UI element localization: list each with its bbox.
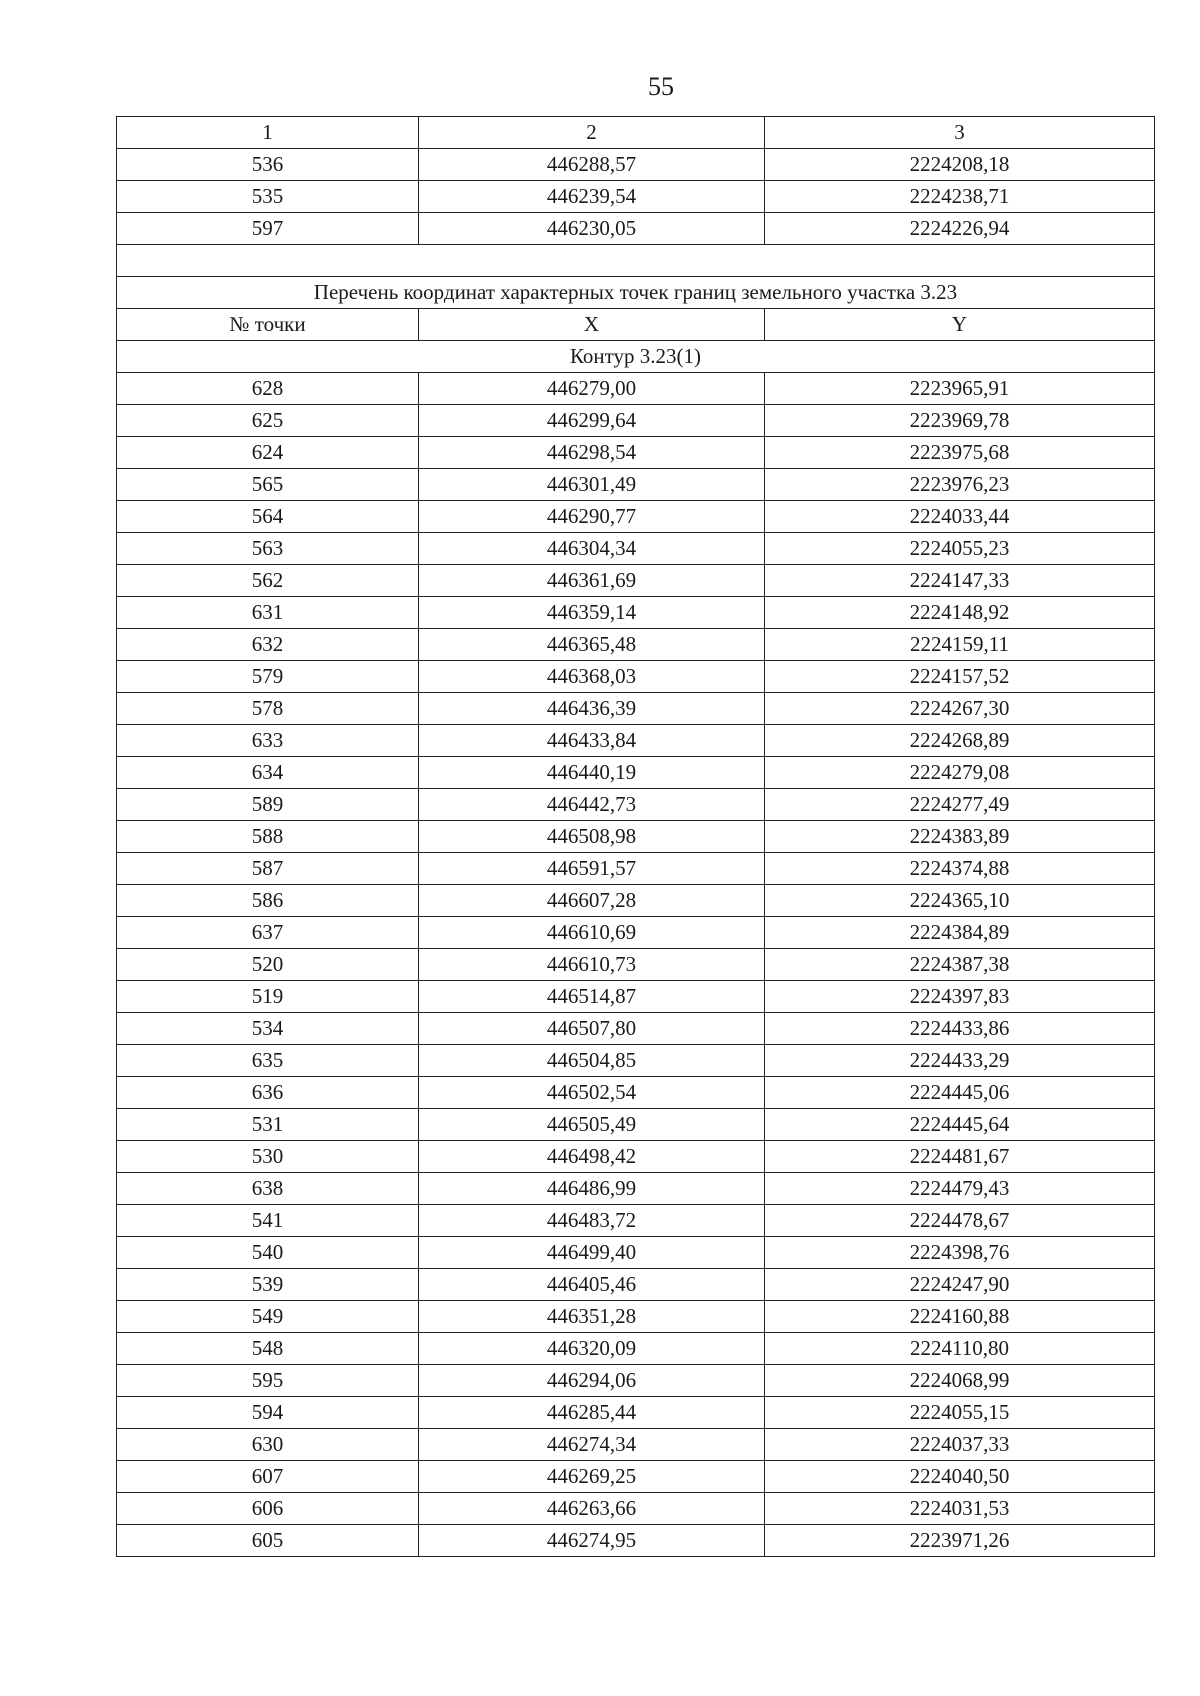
y-coordinate-cell: 2224247,90 <box>765 1269 1155 1301</box>
table-row <box>117 629 1155 661</box>
x-coordinate-cell: 446239,54 <box>419 181 765 213</box>
table-row <box>117 437 1155 469</box>
x-coordinate-cell: 446285,44 <box>419 1397 765 1429</box>
table-row <box>117 789 1155 821</box>
point-number-cell: 635 <box>117 1045 419 1077</box>
y-coordinate-cell: 2224374,88 <box>765 853 1155 885</box>
table-row <box>117 949 1155 981</box>
table-row <box>117 533 1155 565</box>
table-row <box>117 1365 1155 1397</box>
y-coordinate-cell: 2224267,30 <box>765 693 1155 725</box>
table-row <box>117 1333 1155 1365</box>
x-coordinate-cell: 446298,54 <box>419 437 765 469</box>
y-coordinate-cell: 2224068,99 <box>765 1365 1155 1397</box>
point-number-cell: 539 <box>117 1269 419 1301</box>
x-coordinate-cell: 446274,34 <box>419 1429 765 1461</box>
x-coordinate-cell: 446320,09 <box>419 1333 765 1365</box>
y-coordinate-cell: 2224445,64 <box>765 1109 1155 1141</box>
x-coordinate-cell: 446610,69 <box>419 917 765 949</box>
point-number-cell: 531 <box>117 1109 419 1141</box>
point-number-cell: 586 <box>117 885 419 917</box>
y-coordinate-cell: 2224040,50 <box>765 1461 1155 1493</box>
x-coordinate-cell: 446504,85 <box>419 1045 765 1077</box>
table-row <box>117 597 1155 629</box>
column-number-cell: 1 <box>117 117 419 149</box>
x-coordinate-cell: 446498,42 <box>419 1141 765 1173</box>
empty-separator-cell <box>117 245 1155 277</box>
x-coordinate-cell: 446514,87 <box>419 981 765 1013</box>
table-row <box>117 1141 1155 1173</box>
column-number-cell: 3 <box>765 117 1155 149</box>
y-coordinate-cell: 2224157,52 <box>765 661 1155 693</box>
point-number-cell: 540 <box>117 1237 419 1269</box>
y-coordinate-cell: 2224268,89 <box>765 725 1155 757</box>
x-coordinate-cell: 446368,03 <box>419 661 765 693</box>
x-coordinate-cell: 446508,98 <box>419 821 765 853</box>
x-coordinate-cell: 446607,28 <box>419 885 765 917</box>
x-coordinate-cell: 446486,99 <box>419 1173 765 1205</box>
point-number-cell: 624 <box>117 437 419 469</box>
x-coordinate-cell: 446505,49 <box>419 1109 765 1141</box>
table-row <box>117 1525 1155 1557</box>
table-row <box>117 757 1155 789</box>
y-coordinate-cell: 2224383,89 <box>765 821 1155 853</box>
y-coordinate-cell: 2224445,06 <box>765 1077 1155 1109</box>
y-coordinate-cell: 2224033,44 <box>765 501 1155 533</box>
column-number-cell: 2 <box>419 117 765 149</box>
table-row <box>117 405 1155 437</box>
point-number-cell: 588 <box>117 821 419 853</box>
coordinates-table <box>116 116 1155 1557</box>
x-coordinate-cell: 446279,00 <box>419 373 765 405</box>
point-number-cell: 632 <box>117 629 419 661</box>
y-coordinate-cell: 2224365,10 <box>765 885 1155 917</box>
table-row <box>117 1397 1155 1429</box>
y-coordinate-cell: 2224479,43 <box>765 1173 1155 1205</box>
y-coordinate-cell: 2224110,80 <box>765 1333 1155 1365</box>
table-row <box>117 1461 1155 1493</box>
table-row <box>117 1045 1155 1077</box>
x-coordinate-cell: 446351,28 <box>419 1301 765 1333</box>
point-number-cell: 535 <box>117 181 419 213</box>
y-coordinate-cell: 2224384,89 <box>765 917 1155 949</box>
x-coordinate-cell: 446442,73 <box>419 789 765 821</box>
point-number-cell: 520 <box>117 949 419 981</box>
point-number-cell: 564 <box>117 501 419 533</box>
table-row <box>117 1301 1155 1333</box>
table-row <box>117 565 1155 597</box>
table-row <box>117 821 1155 853</box>
table-row <box>117 1269 1155 1301</box>
point-number-cell: 589 <box>117 789 419 821</box>
point-number-cell: 548 <box>117 1333 419 1365</box>
point-number-cell: 519 <box>117 981 419 1013</box>
x-coordinate-cell: 446263,66 <box>419 1493 765 1525</box>
point-number-cell: 563 <box>117 533 419 565</box>
y-coordinate-cell: 2224397,83 <box>765 981 1155 1013</box>
point-number-cell: 636 <box>117 1077 419 1109</box>
y-coordinate-cell: 2224148,92 <box>765 597 1155 629</box>
x-coordinate-cell: 446359,14 <box>419 597 765 629</box>
table-row <box>117 693 1155 725</box>
table-row <box>117 469 1155 501</box>
point-number-cell: 534 <box>117 1013 419 1045</box>
point-number-cell: 530 <box>117 1141 419 1173</box>
y-coordinate-cell: 2224147,33 <box>765 565 1155 597</box>
point-number-cell: 628 <box>117 373 419 405</box>
x-coordinate-cell: 446274,95 <box>419 1525 765 1557</box>
continued-table-row <box>117 213 1155 245</box>
page-number: 55 <box>648 72 674 101</box>
point-number-cell: 587 <box>117 853 419 885</box>
contour-row <box>117 341 1155 373</box>
y-coordinate-cell: 2224055,23 <box>765 533 1155 565</box>
x-coordinate-cell: 446436,39 <box>419 693 765 725</box>
header-row <box>117 309 1155 341</box>
y-coordinate-cell: 2224037,33 <box>765 1429 1155 1461</box>
x-coordinate-cell: 446290,77 <box>419 501 765 533</box>
point-number-cell: 631 <box>117 597 419 629</box>
point-number-cell: 565 <box>117 469 419 501</box>
y-coordinate-cell: 2224159,11 <box>765 629 1155 661</box>
point-number-cell: 605 <box>117 1525 419 1557</box>
table-row <box>117 981 1155 1013</box>
table-row <box>117 1173 1155 1205</box>
point-number-cell: 633 <box>117 725 419 757</box>
y-coordinate-cell: 2224398,76 <box>765 1237 1155 1269</box>
point-number-cell: 536 <box>117 149 419 181</box>
y-coordinate-cell: 2224433,29 <box>765 1045 1155 1077</box>
point-number-cell: 606 <box>117 1493 419 1525</box>
header-x: X <box>419 309 765 341</box>
table-row <box>117 725 1155 757</box>
x-coordinate-cell: 446507,80 <box>419 1013 765 1045</box>
point-number-cell: 637 <box>117 917 419 949</box>
y-coordinate-cell: 2223975,68 <box>765 437 1155 469</box>
point-number-cell: 578 <box>117 693 419 725</box>
point-number-cell: 579 <box>117 661 419 693</box>
x-coordinate-cell: 446499,40 <box>419 1237 765 1269</box>
x-coordinate-cell: 446288,57 <box>419 149 765 181</box>
table-row <box>117 1109 1155 1141</box>
point-number-cell: 625 <box>117 405 419 437</box>
x-coordinate-cell: 446433,84 <box>419 725 765 757</box>
x-coordinate-cell: 446294,06 <box>419 1365 765 1397</box>
section-title-row <box>117 277 1155 309</box>
table-row <box>117 501 1155 533</box>
x-coordinate-cell: 446230,05 <box>419 213 765 245</box>
table-row <box>117 1013 1155 1045</box>
point-number-cell: 549 <box>117 1301 419 1333</box>
y-coordinate-cell: 2224387,38 <box>765 949 1155 981</box>
header-point-number: № точки <box>117 309 419 341</box>
y-coordinate-cell: 2224031,53 <box>765 1493 1155 1525</box>
table-row <box>117 917 1155 949</box>
continued-table-row <box>117 181 1155 213</box>
table-row <box>117 1205 1155 1237</box>
empty-separator-row <box>117 245 1155 277</box>
y-coordinate-cell: 2224433,86 <box>765 1013 1155 1045</box>
x-coordinate-cell: 446502,54 <box>419 1077 765 1109</box>
table-row <box>117 661 1155 693</box>
point-number-cell: 607 <box>117 1461 419 1493</box>
y-coordinate-cell: 2224055,15 <box>765 1397 1155 1429</box>
contour-label: Контур 3.23(1) <box>117 341 1155 373</box>
point-number-cell: 594 <box>117 1397 419 1429</box>
x-coordinate-cell: 446440,19 <box>419 757 765 789</box>
table-row <box>117 1493 1155 1525</box>
y-coordinate-cell: 2224277,49 <box>765 789 1155 821</box>
header-y: Y <box>765 309 1155 341</box>
y-coordinate-cell: 2223971,26 <box>765 1525 1155 1557</box>
point-number-cell: 634 <box>117 757 419 789</box>
point-number-cell: 562 <box>117 565 419 597</box>
table-row <box>117 885 1155 917</box>
x-coordinate-cell: 446304,34 <box>419 533 765 565</box>
table-row <box>117 1429 1155 1461</box>
table-row <box>117 853 1155 885</box>
table-row <box>117 373 1155 405</box>
point-number-cell: 638 <box>117 1173 419 1205</box>
y-coordinate-cell: 2223976,23 <box>765 469 1155 501</box>
point-number-cell: 595 <box>117 1365 419 1397</box>
y-coordinate-cell: 2224279,08 <box>765 757 1155 789</box>
point-number-cell: 597 <box>117 213 419 245</box>
point-number-cell: 630 <box>117 1429 419 1461</box>
x-coordinate-cell: 446301,49 <box>419 469 765 501</box>
coordinates-table-body <box>117 117 1155 1557</box>
y-coordinate-cell: 2223965,91 <box>765 373 1155 405</box>
x-coordinate-cell: 446365,48 <box>419 629 765 661</box>
y-coordinate-cell: 2223969,78 <box>765 405 1155 437</box>
x-coordinate-cell: 446405,46 <box>419 1269 765 1301</box>
x-coordinate-cell: 446299,64 <box>419 405 765 437</box>
y-coordinate-cell: 2224478,67 <box>765 1205 1155 1237</box>
table-row <box>117 1077 1155 1109</box>
continued-table-row <box>117 149 1155 181</box>
y-coordinate-cell: 2224238,71 <box>765 181 1155 213</box>
y-coordinate-cell: 2224226,94 <box>765 213 1155 245</box>
table-row <box>117 1237 1155 1269</box>
column-number-row <box>117 117 1155 149</box>
section-title: Перечень координат характерных точек границ земельного участка 3.23 <box>117 277 1155 309</box>
y-coordinate-cell: 2224208,18 <box>765 149 1155 181</box>
x-coordinate-cell: 446361,69 <box>419 565 765 597</box>
point-number-cell: 541 <box>117 1205 419 1237</box>
y-coordinate-cell: 2224481,67 <box>765 1141 1155 1173</box>
x-coordinate-cell: 446610,73 <box>419 949 765 981</box>
x-coordinate-cell: 446269,25 <box>419 1461 765 1493</box>
y-coordinate-cell: 2224160,88 <box>765 1301 1155 1333</box>
x-coordinate-cell: 446483,72 <box>419 1205 765 1237</box>
x-coordinate-cell: 446591,57 <box>419 853 765 885</box>
